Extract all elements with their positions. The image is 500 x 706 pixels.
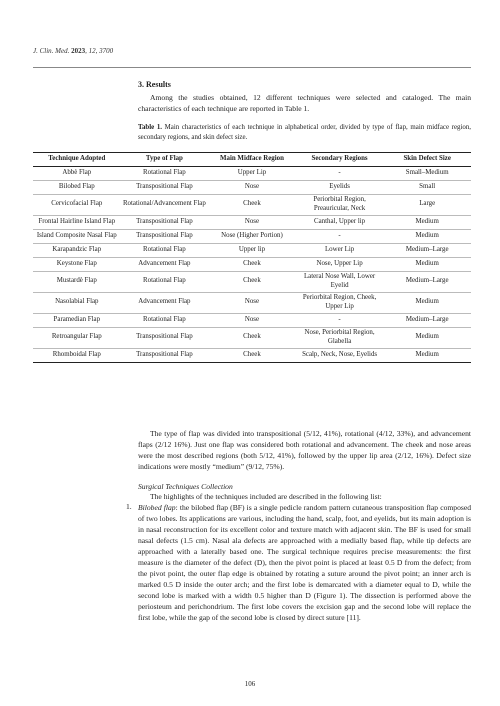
cell: Transpositional Flap	[121, 229, 209, 243]
cell: Rotational Flap	[121, 313, 209, 327]
table-row	[33, 180, 471, 194]
cell: Lateral Nose Wall, Lower Eyelid	[296, 271, 384, 292]
header-type: Type of Flap	[121, 153, 209, 167]
table-row	[33, 292, 471, 313]
journal-year: 2023	[71, 47, 86, 55]
table-row	[33, 229, 471, 243]
cell: Eyelids	[296, 180, 384, 194]
cell: Transpositional Flap	[121, 327, 209, 348]
cell: Abbè Flap	[33, 166, 121, 180]
cell: Medium	[383, 348, 471, 362]
cell: Medium	[383, 257, 471, 271]
cell: Nose	[208, 180, 296, 194]
table-row	[33, 215, 471, 229]
flap-type-summary: The type of flap was divided into transpositional (5/12, 41%), rotational (4/12, 33%), and advancement flaps (2/12 16%). Just one flap was considered both rotational and advancement. The cheek and nose areas were the most described regions (both 5/12, 41%), followed by the upper lip area (2/12, 16%). Defect size indications were mostly “medium” (9/12, 75%).	[138, 429, 471, 471]
table-caption	[138, 123, 471, 143]
cell: Canthal, Upper lip	[296, 215, 384, 229]
cell: Cervicofacial Flap	[33, 194, 121, 215]
results-section	[138, 80, 471, 143]
cell: Mustardè Flap	[33, 271, 121, 292]
table-row	[33, 243, 471, 257]
cell: Retroangular Flap	[33, 327, 121, 348]
cell: Upper lip	[208, 243, 296, 257]
cell: Rotational/Advancement Flap	[121, 194, 209, 215]
cell: Nasolabial Flap	[33, 292, 121, 313]
list-number: 1.	[126, 502, 132, 511]
list-item	[126, 502, 471, 623]
section-heading: 3. Results	[138, 80, 171, 89]
cell: Nose, Periorbital Region, Glabella	[296, 327, 384, 348]
cell: Bilobed Flap	[33, 180, 121, 194]
subsection-heading: Surgical Techniques Collection	[138, 482, 233, 491]
cell: -	[296, 229, 384, 243]
table-caption-label: Table 1.	[138, 124, 163, 131]
cell: Medium	[383, 292, 471, 313]
cell: Advancement Flap	[121, 257, 209, 271]
cell: Nose (Higher Portion)	[208, 229, 296, 243]
table-row	[33, 271, 471, 292]
list-item-text	[138, 502, 471, 623]
journal-citation	[33, 47, 113, 55]
cell: Scalp, Neck, Nose, Eyelids	[296, 348, 384, 362]
list-intro: The highlights of the techniques included are described in the following list:	[150, 492, 382, 501]
journal-name: J. Clin. Med.	[33, 47, 70, 55]
header-divider	[33, 67, 471, 68]
cell: Nose	[208, 292, 296, 313]
table-row	[33, 166, 471, 180]
cell: Keystone Flap	[33, 257, 121, 271]
cell: Small	[383, 180, 471, 194]
cell: Rotational Flap	[121, 243, 209, 257]
cell: Medium–Large	[383, 271, 471, 292]
cell: Periorbital Region, Preauricular, Neck	[296, 194, 384, 215]
header-main-region: Main Midface Region	[208, 153, 296, 167]
cell: Nose	[208, 313, 296, 327]
cell: Large	[383, 194, 471, 215]
cell: Transpositional Flap	[121, 180, 209, 194]
cell: Rotational Flap	[121, 271, 209, 292]
cell: Medium	[383, 215, 471, 229]
body-text	[126, 428, 471, 623]
table-caption-text: Main characteristics of each technique in alphabetical order, divided by type of flap, main midface region, secondary regions, and skin defect size.	[138, 124, 471, 141]
header-secondary-regions: Secondary Regions	[296, 153, 384, 167]
table-row	[33, 257, 471, 271]
section-intro: Among the studies obtained, 12 different techniques were selected and cataloged. The main characteristics of each technique are reported in Table 1.	[138, 93, 471, 113]
cell: Medium–Large	[383, 313, 471, 327]
header-technique: Technique Adopted	[33, 153, 121, 167]
cell: Cheek	[208, 194, 296, 215]
table-row	[33, 327, 471, 348]
cell: Karapandzic Flap	[33, 243, 121, 257]
table-row	[33, 194, 471, 215]
cell: Rhomboidal Flap	[33, 348, 121, 362]
cell: Nose	[208, 215, 296, 229]
cell: Paramedian Flap	[33, 313, 121, 327]
table-row	[33, 348, 471, 362]
cell: Periorbital Region, Cheek, Upper Lip	[296, 292, 384, 313]
technique-term: Bilobed flap	[138, 503, 176, 512]
page-number: 106	[244, 680, 256, 688]
cell: Advancement Flap	[121, 292, 209, 313]
cell: Frontal Hairline Island Flap	[33, 215, 121, 229]
cell: Transpositional Flap	[121, 215, 209, 229]
cell: Nose, Upper Lip	[296, 257, 384, 271]
cell: -	[296, 166, 384, 180]
header-defect-size: Skin Defect Size	[383, 153, 471, 167]
cell: Small–Medium	[383, 166, 471, 180]
cell: Cheek	[208, 271, 296, 292]
table-row	[33, 313, 471, 327]
cell: Island Composite Nasal Flap	[33, 229, 121, 243]
cell: Rotational Flap	[121, 166, 209, 180]
cell: Medium–Large	[383, 243, 471, 257]
cell: Lower Lip	[296, 243, 384, 257]
cell: Medium	[383, 229, 471, 243]
cell: Transpositional Flap	[121, 348, 209, 362]
cell: Cheek	[208, 348, 296, 362]
cell: Upper Lip	[208, 166, 296, 180]
techniques-list	[126, 502, 471, 623]
cell: Cheek	[208, 257, 296, 271]
table-header-row	[33, 153, 471, 167]
cell: Medium	[383, 327, 471, 348]
characteristics-table	[33, 152, 471, 363]
journal-volume: , 12, 3700	[85, 47, 114, 55]
cell: Cheek	[208, 327, 296, 348]
cell: -	[296, 313, 384, 327]
technique-description: : the bilobed flap (BF) is a single pedicle random pattern cutaneous transposition flap composed of two lobes. Its applications are various, including the hand, scalp, foot, and eyelids, but its main adoption is in nasal reconstruction for its excellent color and texture match with adjacent skin. The BF is used for small nasal defects (1.5 cm). Nasal ala defects are approached with a medially based flap, while tip defects are approached with a laterally based one. The surgical technique requires precise measurements: the first measure is the diameter of the defect (D), then the pivot point is placed at least 0.5 D from the defect; from the pivot point, the outer flap edge is obtained by rotating a suture around the pivot point; an inner arch is marked 0.5 D inside the outer arch; and the first lobe is demarcated with a diameter equal to D, while the second lobe is marked with a width 0.5 higher than D (Figure 1). The dissection is performed above the periosteum and perichondrium. The first lobe covers the excision gap and the second lobe will replace the first lobe, while the gap of the second lobe is closed by direct suture [11].	[138, 503, 471, 622]
